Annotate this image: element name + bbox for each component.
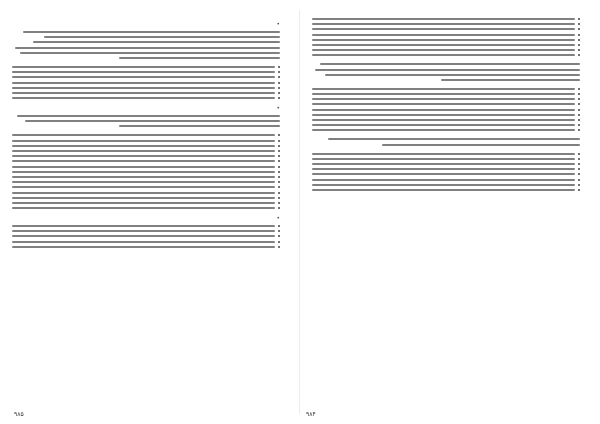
section-marker: • <box>276 21 280 28</box>
paragraph <box>312 138 580 145</box>
bullet-list <box>12 225 280 248</box>
right-page <box>312 18 580 408</box>
paragraph <box>12 115 280 127</box>
bullet-list <box>312 153 580 191</box>
left-page <box>12 18 280 408</box>
section-marker: • <box>276 215 280 223</box>
bullet-list <box>312 18 580 56</box>
left-page-number: ۹۸۵ <box>14 411 24 418</box>
section-marker: • <box>276 105 280 113</box>
bullet-list <box>12 66 280 99</box>
paragraph <box>312 63 580 81</box>
page-gutter <box>299 10 300 414</box>
right-page-number: ۹۸۴ <box>306 411 316 418</box>
paragraph <box>12 31 280 59</box>
bullet-list <box>312 88 580 132</box>
bullet-list <box>12 134 280 209</box>
